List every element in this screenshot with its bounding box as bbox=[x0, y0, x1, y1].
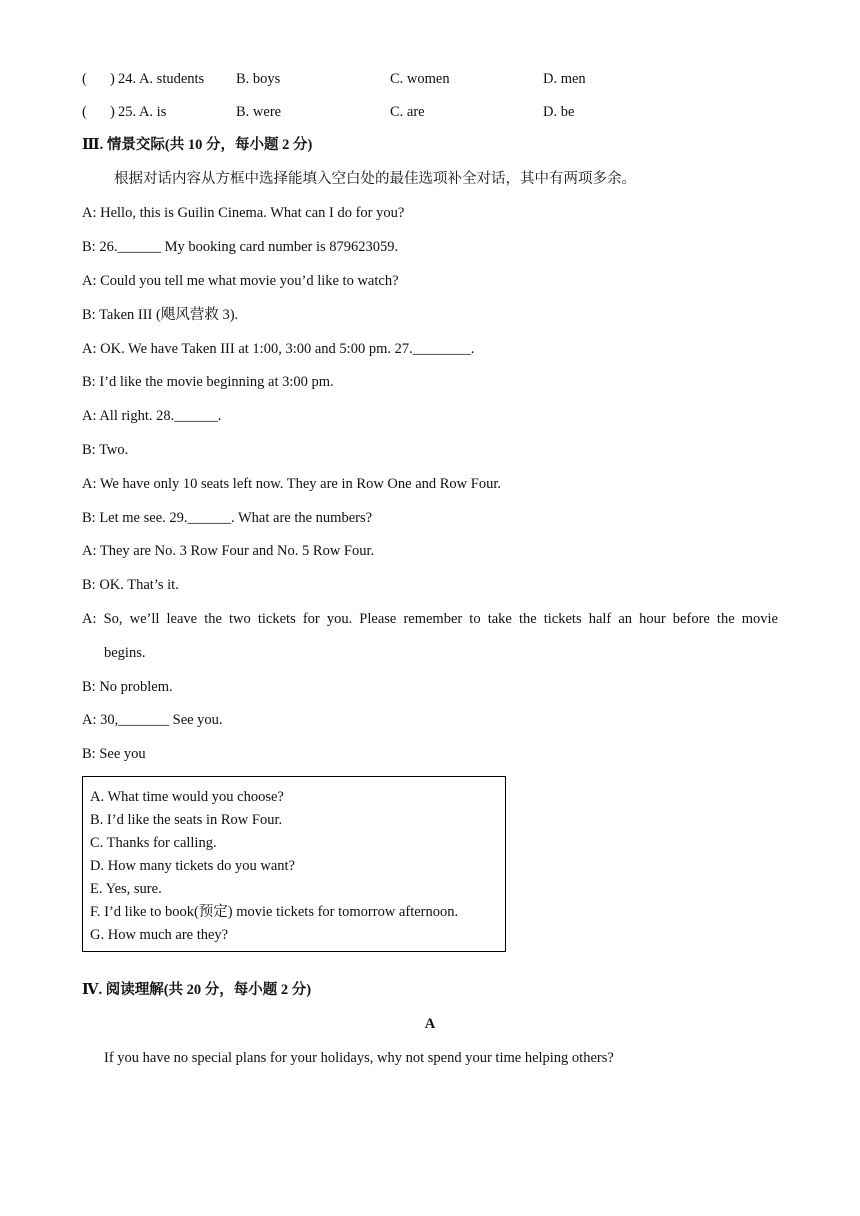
answer-paren-close: ) bbox=[110, 104, 115, 120]
option-item: D. How many tickets do you want? bbox=[90, 858, 295, 874]
passage-first-line: If you have no special plans for your holidays, why not spend your time helping others? bbox=[104, 1050, 614, 1066]
section-3-heading: Ⅲ. 情景交际(共 10 分，每小题 2 分) bbox=[82, 137, 313, 153]
option-b: B. boys bbox=[236, 71, 281, 87]
dialogue-line: B: 26.______ My booking card number is 879623059. bbox=[82, 239, 399, 255]
option-item: C. Thanks for calling. bbox=[90, 835, 217, 851]
option-item: G. How much are they? bbox=[90, 927, 229, 943]
dialogue-line: A: 30,_______ See you. bbox=[82, 712, 223, 728]
option-c: C. women bbox=[390, 71, 450, 87]
section-3-instruction: 根据对话内容从方框中选择能填入空白处的最佳选项补全对话，其中有两项多余。 bbox=[114, 171, 636, 187]
option-b: B. were bbox=[236, 104, 282, 120]
option-item: B. I’d like the seats in Row Four. bbox=[90, 812, 283, 828]
dialogue-line: A: Hello, this is Guilin Cinema. What can I do for you? bbox=[82, 205, 405, 221]
dialogue-line: A: So, we’ll leave the two tickets for you. Please remember to take the tickets half an hour before the movie bbox=[82, 611, 778, 627]
options-box bbox=[82, 776, 506, 952]
question-number-option-a: 24. A. students bbox=[118, 71, 205, 87]
dialogue-line: B: Two. bbox=[82, 442, 129, 458]
option-d: D. men bbox=[543, 71, 586, 87]
dialogue-line: B: See you bbox=[82, 746, 146, 762]
dialogue-line: A: All right. 28.______. bbox=[82, 408, 222, 424]
dialogue-line: B: OK. That’s it. bbox=[82, 577, 179, 593]
dialogue-line: B: No problem. bbox=[82, 679, 173, 695]
answer-paren-open: ( bbox=[82, 71, 87, 87]
option-item: A. What time would you choose? bbox=[90, 789, 284, 805]
dialogue-line-continued: begins. bbox=[104, 645, 146, 661]
dialogue-line: A: Could you tell me what movie you’d like to watch? bbox=[82, 273, 399, 289]
answer-paren-close: ) bbox=[110, 71, 115, 87]
option-d: D. be bbox=[543, 104, 575, 120]
dialogue-line: A: OK. We have Taken III at 1:00, 3:00 and 5:00 pm. 27.________. bbox=[82, 341, 475, 357]
dialogue-line: B: I’d like the movie beginning at 3:00 pm. bbox=[82, 374, 334, 390]
answer-paren-open: ( bbox=[82, 104, 87, 120]
dialogue-line: B: Let me see. 29.______. What are the numbers? bbox=[82, 510, 373, 526]
dialogue-line: A: They are No. 3 Row Four and No. 5 Row Four. bbox=[82, 543, 375, 559]
option-item: F. I’d like to book(预定) movie tickets for tomorrow afternoon. bbox=[90, 904, 459, 920]
section-4-heading: Ⅳ. 阅读理解(共 20 分，每小题 2 分) bbox=[82, 982, 312, 998]
question-number-option-a: 25. A. is bbox=[118, 104, 167, 120]
option-item: E. Yes, sure. bbox=[90, 881, 162, 897]
option-c: C. are bbox=[390, 104, 425, 120]
dialogue-line: B: Taken III (飓风营救 3). bbox=[82, 307, 239, 323]
dialogue-line: A: We have only 10 seats left now. They are in Row One and Row Four. bbox=[82, 476, 501, 492]
passage-label: A bbox=[424, 1016, 436, 1032]
